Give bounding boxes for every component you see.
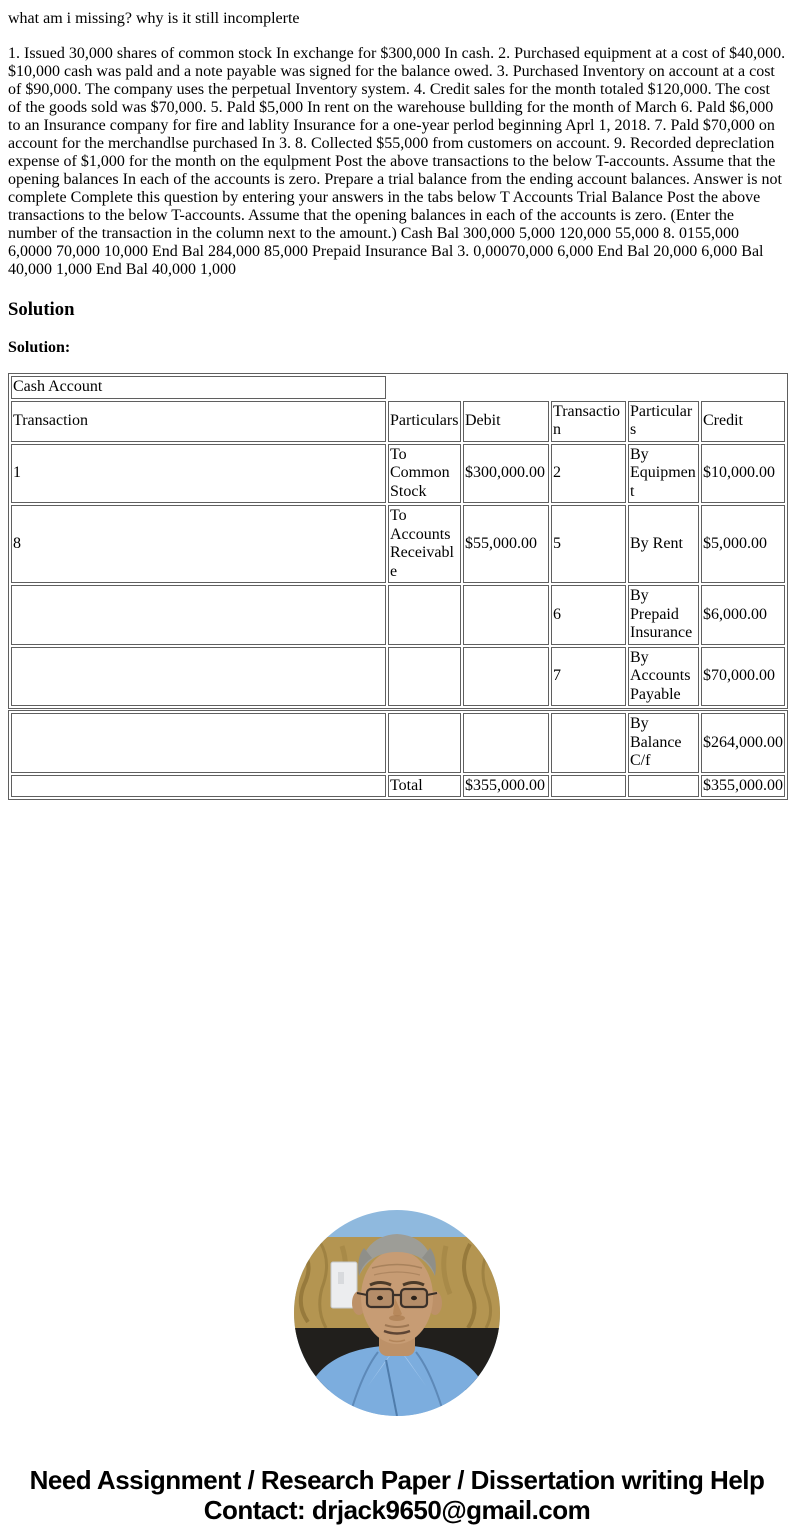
table-row xyxy=(11,505,785,583)
header-transaction-right: Transaction xyxy=(551,401,626,442)
txn-number-cell xyxy=(11,775,386,798)
txn-number-cell: 8 xyxy=(11,505,386,583)
tutor-avatar-photo xyxy=(294,1210,500,1416)
debit-total-cell: $355,000.00 xyxy=(463,775,549,798)
txn-number-cell: 6 xyxy=(551,585,626,645)
particulars-cell xyxy=(388,713,461,773)
tutor-avatar xyxy=(8,1210,786,1416)
debit-amount-cell xyxy=(463,713,549,773)
table-row xyxy=(11,647,785,707)
balance-row xyxy=(11,713,785,773)
credit-amount-cell: $5,000.00 xyxy=(701,505,785,583)
footer-help-text: Need Assignment / Research Paper / Dissertation writing Help xyxy=(29,1465,765,1495)
table-row xyxy=(11,444,785,504)
txn-number-cell: 5 xyxy=(551,505,626,583)
txn-number-cell xyxy=(11,713,386,773)
particulars-cell: By Rent xyxy=(628,505,699,583)
particulars-cell xyxy=(388,585,461,645)
particulars-cell: To Common Stock xyxy=(388,444,461,504)
txn-number-cell xyxy=(551,775,626,798)
particulars-cell: By Prepaid Insurance xyxy=(628,585,699,645)
question-title: what am i missing? why is it still incomplerte xyxy=(8,10,300,27)
account-title-cell: Cash Account xyxy=(11,376,386,399)
total-row xyxy=(11,775,785,798)
solution-heading: Solution xyxy=(8,299,75,320)
txn-number-cell: 7 xyxy=(551,647,626,707)
header-particulars-left: Particulars xyxy=(388,401,461,442)
question-body: 1. Issued 30,000 shares of common stock In exchange for $300,000 In cash. 2. Purchased equipment at a cost of $40,000. $10,000 cash was pald and a note payable was signed for the balance owed. 3. Purchased Inventory on account at a cost of $90,000. The company uses the perpetual Inventory system. 4. Credit sales for the month totaled $120,000. The cost of the goods sold was $70,000. 5. Pald $5,000 In rent on the warehouse bullding for the month of March 6. Pald $6,000 to an Insurance company for fire and lablity Insurance for a one-year perlod beginning Aprl 1, 2018. 7. Pald $70,000 on account for the merchandlse purchased In 3. 8. Collected $55,000 from customers on account. 9. Recorded depreclation expense of $1,000 for the month on the equlpment Post the above transactions to the below T-accounts. Assume that the opening balances In each of the accounts is zero. Prepare a trial balance from the ending account balances. Answer is not complete Complete this question by entering your answers in the tabs below T Accounts Trial Balance Post the above transactions to the below T-accounts. Assume that the opening balances in each of the accounts is zero. (Enter the number of the transaction in the column next to the amount.) Cash Bal 300,000 5,000 120,000 55,000 8. 0155,000 6,0000 70,000 10,000 End Bal 284,000 85,000 Prepaid Insurance Bal 3. 0,00070,000 6,000 End Bal 20,000 6,000 Bal 40,000 1,000 End Bal 40,000 1,000 xyxy=(8,45,786,278)
particulars-cell xyxy=(628,775,699,798)
txn-number-cell xyxy=(11,585,386,645)
header-transaction-left: Transaction xyxy=(11,401,386,442)
particulars-cell: To Accounts Receivable xyxy=(388,505,461,583)
solution-label: Solution: xyxy=(8,339,71,356)
txn-number-cell xyxy=(551,713,626,773)
table-row xyxy=(11,585,785,645)
debit-amount-cell: $55,000.00 xyxy=(463,505,549,583)
particulars-cell: By Accounts Payable xyxy=(628,647,699,707)
txn-number-cell: 1 xyxy=(11,444,386,504)
particulars-cell: By Equipment xyxy=(628,444,699,504)
debit-amount-cell xyxy=(463,647,549,707)
total-label-cell: Total xyxy=(388,775,461,798)
header-credit: Credit xyxy=(701,401,785,442)
footer-banner xyxy=(27,1465,767,1525)
header-debit: Debit xyxy=(463,401,549,442)
cash-account-table xyxy=(8,373,788,709)
table-header-row xyxy=(11,401,785,442)
account-title-row xyxy=(11,376,785,399)
particulars-cell xyxy=(388,647,461,707)
credit-amount-cell: $10,000.00 xyxy=(701,444,785,504)
txn-number-cell: 2 xyxy=(551,444,626,504)
header-particulars-right: Particulars xyxy=(628,401,699,442)
txn-number-cell xyxy=(11,647,386,707)
debit-amount-cell: $300,000.00 xyxy=(463,444,549,504)
credit-amount-cell: $6,000.00 xyxy=(701,585,785,645)
footer-contact-email: Contact: drjack9650@gmail.com xyxy=(203,1495,591,1525)
credit-amount-cell: $264,000.00 xyxy=(701,713,785,773)
cash-account-closing-table xyxy=(8,710,788,800)
particulars-cell: By Balance C/f xyxy=(628,713,699,773)
debit-amount-cell xyxy=(463,585,549,645)
credit-amount-cell: $70,000.00 xyxy=(701,647,785,707)
credit-total-cell: $355,000.00 xyxy=(701,775,785,798)
